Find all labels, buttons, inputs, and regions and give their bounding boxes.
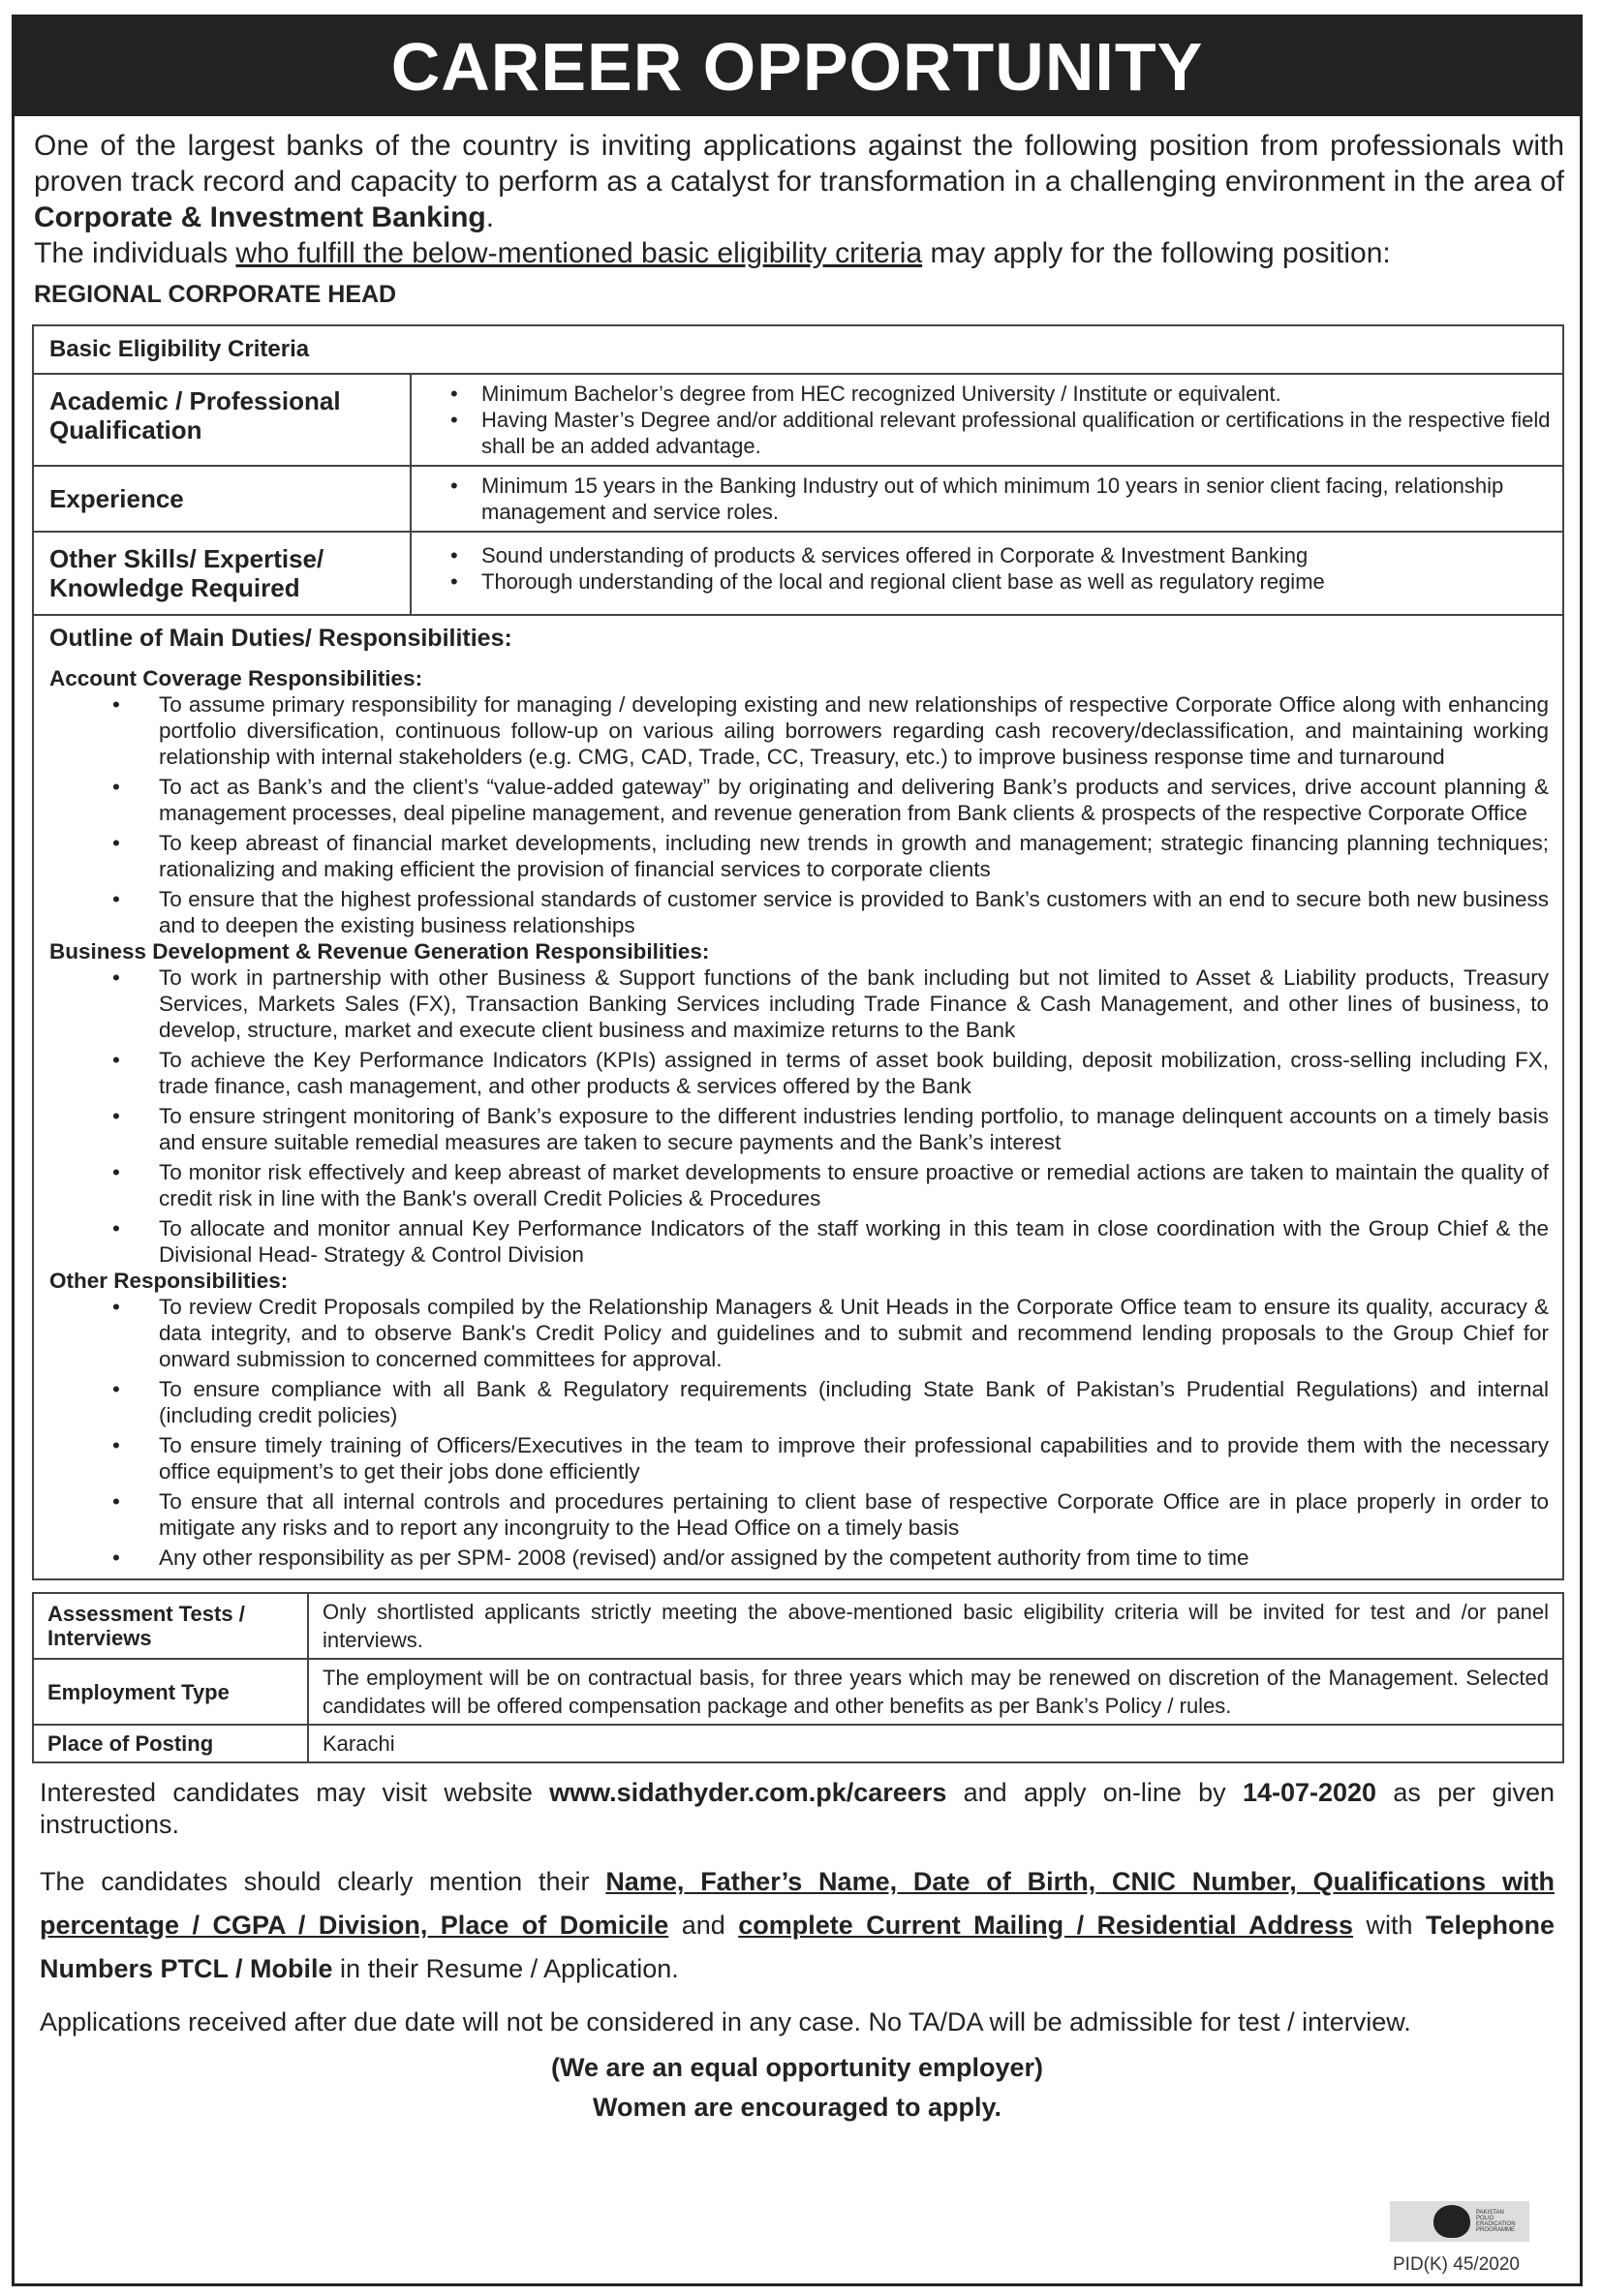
page-title: CAREER OPPORTUNITY [15,17,1580,116]
duties-section [32,616,1564,1580]
note-b: may apply for the following position: [922,237,1391,269]
intro-paragraph [34,128,1564,235]
apply-b: and apply on-line by [946,1778,1243,1807]
section-title: Account Coverage Responsibilities: [49,666,423,690]
row-label: Experience [33,466,411,532]
list-item: • To ensure stringent monitoring of Bank’s exposure to the different industries lending portfolio, to manage delinquent accounts on a timely basis and ensure suitable remedial measures are taken to secure payments and the Bank’s interest [112,1103,1549,1155]
list-item: • To assume primary responsibility for managing / developing existing and new relationships of respective Corporate Office along with enhancing portfolio diversification, continuous follow-up on various ailing borrowers regarding cash recovery/declassification, and maintaining working relationship with internal stakeholders (e.g. CMG, CAD, Trade, CC, Treasury, etc.) to improve business response time and turnaround [112,691,1549,770]
row-label: Employment Type [33,1659,308,1725]
list-item: • To ensure that all internal controls and procedures pertaining to client base of respective Corporate Office are in place properly in order to mitigate any risks and to report any incongruity to the Head Office on a timely basis [112,1488,1549,1541]
due-date: 14-07-2020 [1242,1778,1377,1807]
pid-number: PID(K) 45/2020 [1393,2254,1520,2275]
mention-b: and [668,1911,739,1940]
list-item: • To review Credit Proposals compiled by the Relationship Managers & Unit Heads in the Corporate Office team to ensure its quality, accuracy & data integrity, and to observe Bank's Credit Policy and guidelines and to submit and recommend lending proposals to the Group Chief for onward submission to concerned committees for approval. [112,1294,1549,1372]
table-row [33,1593,1563,1659]
info-table [32,1592,1564,1763]
row-label: Place of Posting [33,1725,308,1762]
section-title: Business Development & Revenue Generation Responsibilities: [49,939,710,964]
late-notice: Applications received after due date will not be considered in any case. No TA/DA will be admissible for test / interview. [40,2007,1411,2036]
intro-text: One of the largest banks of the country is inviting applications against the following position from professionals with proven track record and capacity to perform as a catalyst for transformation in a challenging environment in the area of [34,130,1564,198]
mention-u1: Name, Father’s Name, Date of Birth, CNIC Number, Qualifications with percentage / CGPA / Division, Place of Domicile [40,1867,1555,1940]
list-item: • To work in partnership with other Business & Support functions of the bank including but not limited to Asset & Liability products, Treasury Services, Markets Sales (FX), Transaction Banking Services including Trade Finance & Cash Management, and other lines of business, to develop, structure, market and execute client business and maximize returns to the Bank [112,964,1549,1043]
application-instructions [15,1763,1580,2128]
row-label: Assessment Tests / Interviews [33,1593,308,1659]
list-item: • To ensure that the highest professional standards of customer service is provided to Bank’s customers with an end to secure both new business and to deepen the existing business relationships [112,886,1549,938]
table-row [33,532,1563,615]
list-item: • To ensure compliance with all Bank & Regulatory requirements (including State Bank of Pakistan’s Prudential Regulations) and internal (including credit policies) [112,1376,1549,1428]
list-item: • Thorough understanding of the local and regional client base as well as regulatory regime [450,568,1551,595]
intro [15,116,1580,313]
row-value: Only shortlisted applicants strictly meeting the above-mentioned basic eligibility criteria will be invited for test and /or panel interviews. [308,1593,1563,1659]
note-underline: who fulfill the below-mentioned basic eligibility criteria [235,237,923,269]
row-value: Karachi [308,1725,1563,1762]
table-row [33,374,1563,466]
list-item: • To keep abreast of financial market developments, including new trends in growth and management; strategic financing planning techniques; rationalizing and making efficient the provision of financial services to corporate clients [112,830,1549,882]
list-item: • To ensure timely training of Officers/Executives in the team to improve their professional capabilities and to provide them with the necessary office equipment’s to get their jobs done efficiently [112,1432,1549,1485]
equal-opportunity [40,2048,1555,2128]
row-label: Academic / Professional Qualification [33,374,411,466]
list-item: • Minimum 15 years in the Banking Industry out of which minimum 10 years in senior client facing, relationship management and service roles. [450,473,1551,525]
polio-logo: PAKISTAN POLIO ERADICATION PROGRAMME [1390,2201,1529,2242]
note-a: The individuals [34,237,236,269]
row-value: The employment will be on contractual basis, for three years which may be renewed on discretion of the Management. Selected candidates will be offered compensation package and other benefits as per Bank’s Policy / rules. [308,1659,1563,1725]
apply-c: as per given instructions. [40,1778,1556,1839]
table-row [33,1659,1563,1725]
equal-text: (We are an equal opportunity employer) [550,2053,1044,2082]
mention-u2: complete Current Mailing / Residential Address [738,1911,1354,1940]
advertisement [12,15,1583,2286]
women-text: Women are encouraged to apply. [592,2093,1002,2122]
intro-area: Corporate & Investment Banking [34,201,486,233]
apply-text [40,1777,1555,1841]
list-item: • Sound understanding of products & services offered in Corporate & Investment Banking [450,542,1551,568]
section-title: Other Responsibilities: [49,1269,289,1293]
table-row [33,466,1563,532]
duties-heading: Outline of Main Duties/ Responsibilities: [49,625,512,652]
website-link[interactable]: www.sidathyder.com.pk/careers [549,1778,947,1807]
list-item: • Having Master’s Degree and/or additional relevant professional qualification or certifications in the respective field shall be an added advantage. [450,407,1551,459]
eligibility-heading: Basic Eligibility Criteria [33,325,1563,374]
mention-d: in their Resume / Application. [332,1954,679,1983]
mention-a: The candidates should clearly mention their [40,1867,606,1896]
list-item: • Any other responsibility as per SPM- 2008 (revised) and/or assigned by the competent authority from time to time [112,1545,1549,1571]
eligibility-note [34,235,1564,271]
list-item: • To achieve the Key Performance Indicators (KPIs) assigned in terms of asset book building, deposit mobilization, cross-selling including FX, trade finance, cash management, and other products & services offered by the Bank [112,1047,1549,1099]
mention-text [40,1860,1555,1991]
footprint-icon [1433,2205,1470,2238]
position-title: REGIONAL CORPORATE HEAD [34,281,397,308]
apply-a: Interested candidates may visit website [40,1778,550,1807]
intro-end: . [485,201,495,233]
list-item: • Minimum Bachelor’s degree from HEC recognized University / Institute or equivalent. [450,381,1551,407]
list-item: • To allocate and monitor annual Key Performance Indicators of the staff working in this team in close coordination with the Group Chief & the Divisional Head- Strategy & Control Division [112,1215,1549,1268]
list-item: • To act as Bank’s and the client’s “value-added gateway” by originating and delivering Bank’s products and services, drive account planning & management processes, deal pipeline management, and revenue generation from Bank clients & prospects of the respective Corporate Office [112,774,1549,826]
eligibility-table [32,324,1564,616]
table-row [33,1725,1563,1762]
mention-bold: Telephone Numbers PTCL / Mobile [40,1911,1555,1983]
mention-c: with [1353,1911,1426,1940]
list-item: • To monitor risk effectively and keep abreast of market developments to ensure proactive or remedial actions are taken to maintain the quality of credit risk in line with the Bank's overall Credit Policies & Procedures [112,1159,1549,1211]
row-label: Other Skills/ Expertise/ Knowledge Required [33,532,411,615]
